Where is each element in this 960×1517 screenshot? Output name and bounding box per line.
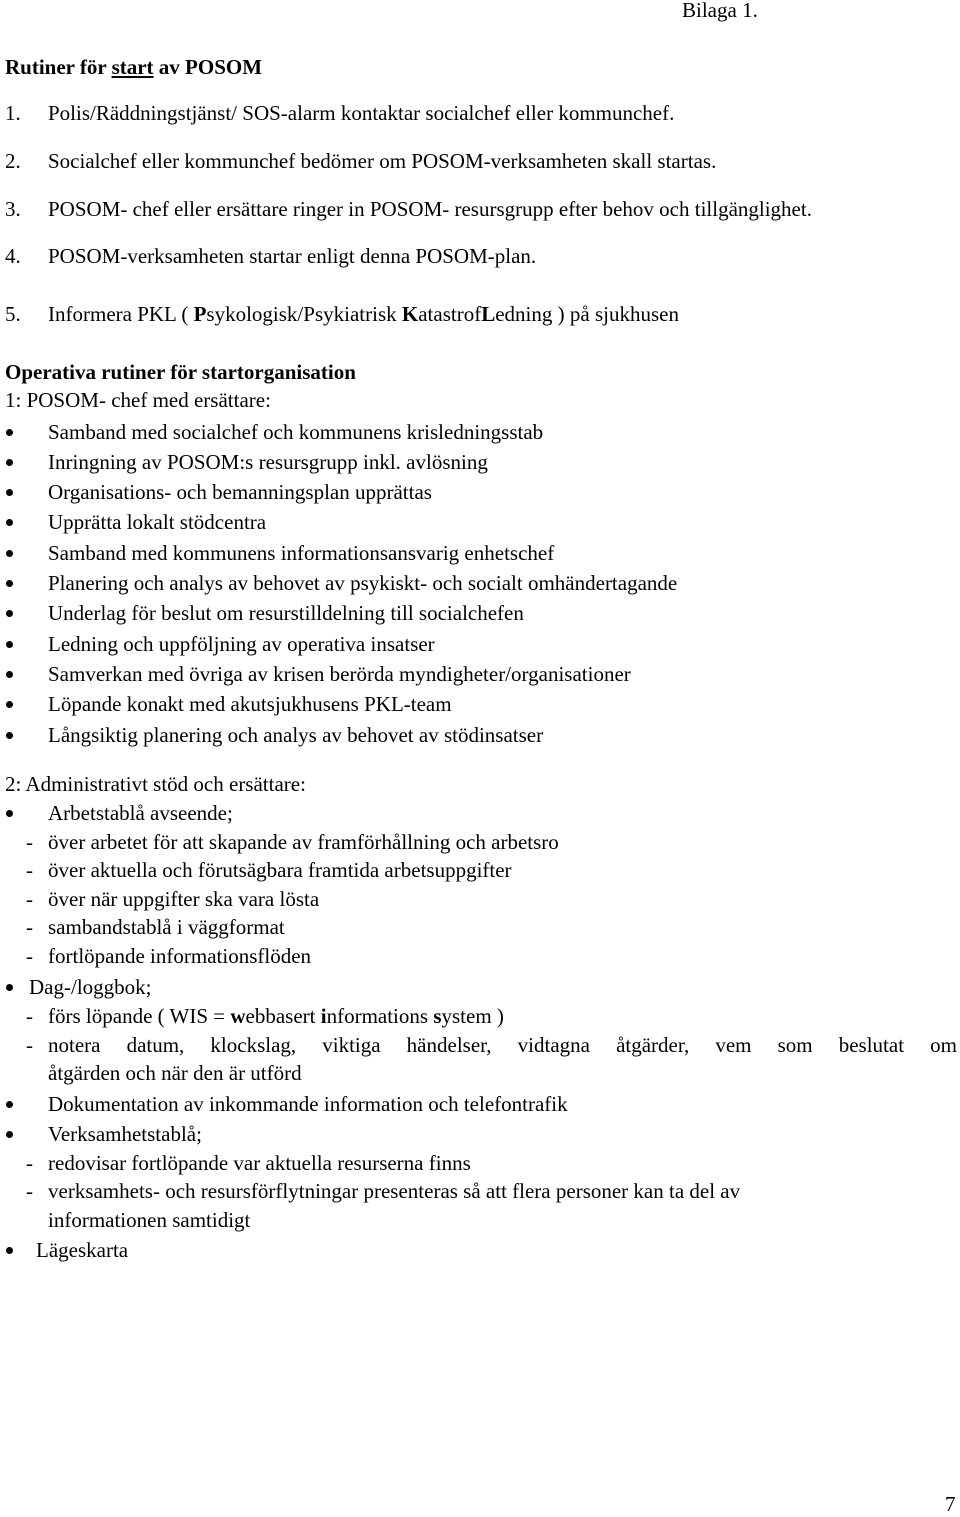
bullet-icon xyxy=(6,580,13,587)
bullet-icon xyxy=(6,671,13,678)
bullet-icon xyxy=(6,810,13,817)
bullet-icon xyxy=(6,519,13,526)
bullet-icon xyxy=(6,1131,13,1138)
bullet-icon xyxy=(6,429,13,436)
bullet-icon xyxy=(6,1247,13,1254)
bullet-icon xyxy=(6,550,13,557)
bullet-icon xyxy=(6,641,13,648)
bullet-icon xyxy=(6,459,13,466)
bullet-icon xyxy=(6,984,13,991)
bullet-icon xyxy=(6,489,13,496)
bullet-icon xyxy=(6,610,13,617)
bullet-icon xyxy=(6,1101,13,1108)
bullet-icon xyxy=(6,701,13,708)
bullet-icon xyxy=(6,732,13,739)
